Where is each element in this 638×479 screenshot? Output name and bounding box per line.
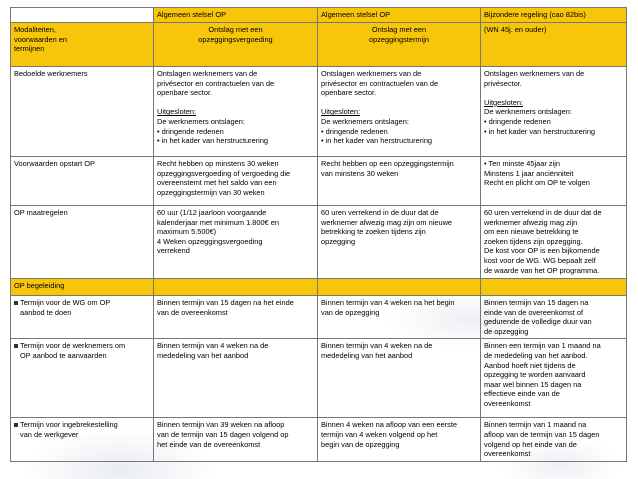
header-col2: Algemeen stelsel OP — [318, 8, 481, 23]
section-cell — [318, 279, 481, 296]
table-cell: Binnen termijn van 1 maand na afloop van de termijn van 15 dagen volgend op het einde van de overeenkomst — [481, 418, 627, 462]
table-row — [11, 157, 627, 206]
table-row — [11, 206, 627, 279]
row-label: Termijn voor de werknemers om OP aanbod te aanvaarden — [11, 339, 154, 418]
table-cell: Binnen termijn van 15 dagen na het einde van de overeenkomst — [154, 296, 318, 339]
table-cell: Binnen een termijn van 1 maand na de mededeling van het aanbod. Aanbod hoeft niet tijdens de opzegging te worden aanvaard maar wel binnen 15 dagen na effectieve einde van de overeenkomst — [481, 339, 627, 418]
table-cell: Binnen termijn van 39 weken na afloop van de termijn van 15 dagen volgend op het einde van de overeenkomst — [154, 418, 318, 462]
table-cell: 60 uren verrekend in de duur dat de werknemer afwezig mag zijn om een nieuwe betrekking te zoeken tijdens zijn opzegging. De kost voor OP is een bijkomende kost voor de WG. WG bepaalt zelf de waarde van het OP programma. — [481, 206, 627, 279]
table-cell: Ontslagen werknemers van de privésector en contractuelen van de openbare sector. Uitgesloten: De werknemers ontslagen: • dringende redenen • in het kader van herstructurering — [318, 67, 481, 157]
subheader-row — [11, 23, 627, 67]
table-cell: Binnen 4 weken na afloop van een eerste termijn van 4 weken volgend op het begin van de opzegging — [318, 418, 481, 462]
table-cell: 60 uur (1/12 jaarloon voorgaande kalenderjaar met minimum 1.800€ en maximum 5.500€) 4 Weken opzeggingsvergoeding verrekend — [154, 206, 318, 279]
table-cell: • Ten minste 45jaar zijn Minstens 1 jaar anciënniteit Recht en plicht om OP te volgen — [481, 157, 627, 206]
table-cell: Binnen termijn van 4 weken na het begin van de opzegging — [318, 296, 481, 339]
row-label: Termijn voor de WG om OP aanbod te doen — [11, 296, 154, 339]
table-row — [11, 418, 627, 462]
table-row — [11, 296, 627, 339]
header-col1: Algemeen stelsel OP — [154, 8, 318, 23]
subheader-label: Modaliteiten, voorwaarden en termijnen — [11, 23, 154, 67]
header-corner-cell — [11, 8, 154, 23]
table-cell: 60 uren verrekend in de duur dat de werknemer afwezig mag zijn om nieuwe betrekking te zoeken tijdens zijn opzegging — [318, 206, 481, 279]
table-cell: Binnen termijn van 4 weken na de mededeling van het aanbod — [154, 339, 318, 418]
subheader-col3: (WN 45j. en ouder) — [481, 23, 627, 67]
table-cell: Recht hebben op een opzeggingstermijn van minstens 30 weken — [318, 157, 481, 206]
table-cell: Binnen termijn van 15 dagen na einde van de overeenkomst of gedurende de volledige duur van de opzegging — [481, 296, 627, 339]
comparison-table — [10, 7, 627, 462]
table-cell: Ontslagen werknemers van de privésector en contractuelen van de openbare sector. Uitgesloten: De werknemers ontslagen: • dringende redenen • in het kader van herstructurering — [154, 67, 318, 157]
header-col3: Bijzondere regeling (cao 82bis) — [481, 8, 627, 23]
table-row — [11, 339, 627, 418]
row-label: Voorwaarden opstart OP — [11, 157, 154, 206]
table-cell: Ontslagen werknemers van de privésector. Uitgesloten: De werknemers ontslagen: • dringende redenen • in het kader van herstructurering — [481, 67, 627, 157]
row-label: OP maatregelen — [11, 206, 154, 279]
bullet-square-icon — [14, 423, 18, 427]
bullet-square-icon — [14, 344, 18, 348]
section-cell — [154, 279, 318, 296]
row-label: Bedoelde werknemers — [11, 67, 154, 157]
row-label: Termijn voor ingebrekestelling van de werkgever — [11, 418, 154, 462]
table-row — [11, 67, 627, 157]
table-cell: Recht hebben op minstens 30 weken opzeggingsvergoeding of vergoeding die overeenstemt met het saldo van een opzeggingstermijn van 30 weken — [154, 157, 318, 206]
table-cell: Binnen termijn van 4 weken na de mededeling van het aanbod — [318, 339, 481, 418]
bullet-square-icon — [14, 301, 18, 305]
section-row — [11, 279, 627, 296]
section-label: OP begeleiding — [11, 279, 154, 296]
header-row — [11, 8, 627, 23]
subheader-col1: Ontslag met een opzeggingsvergoeding — [154, 23, 318, 67]
subheader-col2: Ontslag met een opzeggingstermijn — [318, 23, 481, 67]
section-cell — [481, 279, 627, 296]
